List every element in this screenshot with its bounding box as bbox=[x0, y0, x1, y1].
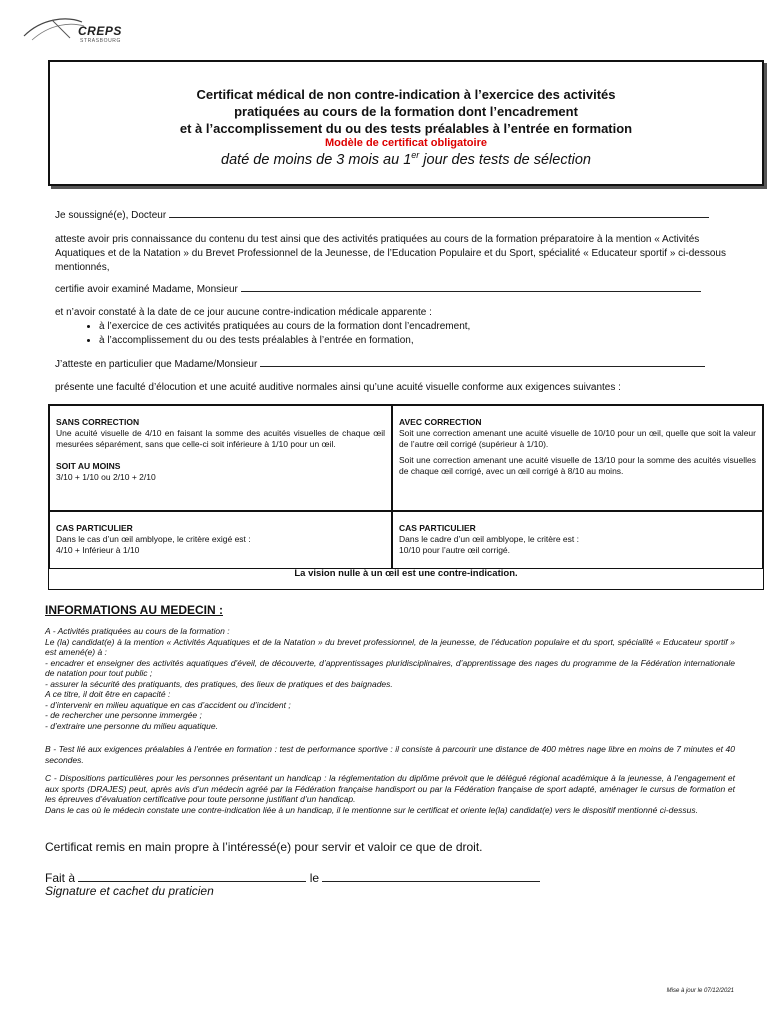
cell-text: Une acuité visuelle de 4/10 en faisant la somme des acuités visuelles de chaque œil mesurées séparément, sans que celle-ci soit inférieure à 1/10 pour un œil. bbox=[56, 428, 385, 449]
cell-text: Dans le cas d’un œil amblyope, le critère exigé est : bbox=[56, 534, 251, 544]
place-field[interactable] bbox=[78, 870, 306, 882]
info-line: A - Activités pratiquées au cours de la formation : bbox=[45, 626, 230, 636]
info-line: C - Dispositions particulières pour les personnes présentant un handicap : la réglementation du diplôme prévoit que le délégué régional académique à la jeunesse, à l’engagement et aux sports (DRAJES) peut, après avis d’un médecin agréé par la Fédération française handisport ou par la Fédération française de sport adapté, aménager le cursus de formation et les épreuves d’évaluation certificative pour toute personne justifiant d’un handicap. bbox=[45, 773, 735, 804]
atteste-paragraph: atteste avoir pris connaissance du contenu du test ainsi que des activités pratiquées au cours de la formation préparatoire à la mention « Activités Aquatiques et de la Natation » du Brevet Professionnel de la Jeunesse, de l’Education Populaire et du Sport, spécialité « Educateur sportif » ci-dessous mentionnés, bbox=[55, 234, 726, 273]
info-line: A ce titre, il doit être en capacité : bbox=[45, 689, 171, 699]
patient-name-field[interactable] bbox=[241, 282, 701, 292]
info-line: - de rechercher une personne immergée ; bbox=[45, 710, 202, 720]
title-line-1: Certificat médical de non contre-indication à l’exercice des activités bbox=[196, 87, 616, 102]
cell-text: Soit une correction amenant une acuité visuelle de 13/10 pour la somme des acuités visuelles de chaque œil corrigé, avec un œil corrigé à 8/10 au moins. bbox=[399, 455, 756, 476]
info-section-a bbox=[45, 626, 735, 731]
list-item: • à l’accomplissement du ou des tests préalables à l’entrée en formation, bbox=[99, 334, 735, 348]
cell-text: Dans le cadre d’un œil amblyope, le critère est : bbox=[399, 534, 579, 544]
signature-label: Signature et cachet du praticien bbox=[45, 884, 214, 898]
cell-text: 3/10 + 1/10 ou 2/10 + 2/10 bbox=[56, 472, 156, 482]
info-line: - encadrer et enseigner des activités aquatiques d’éveil, de découverte, d’apprentissages pluridisciplinaires, d’apprentissage des nages du programme de la Fédération internationale de natation pour tout public ; bbox=[45, 657, 735, 678]
info-heading: INFORMATIONS AU MEDECIN : bbox=[45, 603, 223, 617]
title-line-2: pratiquées au cours de la formation dont l’encadrement bbox=[234, 104, 578, 119]
cell-cas-particulier-1 bbox=[49, 511, 392, 569]
constate-text: et n’avoir constaté à la date de ce jour aucune contre-indication médicale apparente : bbox=[55, 307, 432, 318]
logo-name: CREPS bbox=[78, 24, 122, 38]
cell-text: 4/10 + Inférieur à 1/10 bbox=[56, 545, 140, 555]
logo-subtitle: STRASBOURG bbox=[80, 38, 122, 44]
cell-heading: AVEC CORRECTION bbox=[399, 417, 482, 427]
cell-text: Soit une correction amenant une acuité visuelle de 10/10 pour un œil, quelle que soit la valeur de l’autre œil corrigé (supérieur à 1/10). bbox=[399, 428, 756, 449]
cell-heading: SOIT AU MOINS bbox=[56, 461, 121, 471]
place-date-line bbox=[45, 870, 540, 885]
cell-heading: CAS PARTICULIER bbox=[56, 523, 133, 533]
cell-heading: CAS PARTICULIER bbox=[399, 523, 476, 533]
attest-particular-line bbox=[55, 357, 735, 372]
fait-label: Fait à bbox=[45, 871, 76, 885]
cell-text: 10/10 pour l’autre œil corrigé. bbox=[399, 545, 511, 555]
cell-avec-correction bbox=[392, 405, 763, 511]
date-text: daté de moins de 3 mois au 1 bbox=[221, 151, 412, 168]
cell-cas-particulier-2 bbox=[392, 511, 763, 569]
date-sup: er bbox=[411, 150, 420, 160]
info-line: - assurer la sécurité des pratiquants, des pratiques, des lieux de pratiques et des baignades. bbox=[45, 678, 393, 689]
info-line: Dans le cas où le médecin constate une contre-indication liée à un handicap, il le mentionne sur le certificat et oriente le(la) candidat(e) vers le dispositif mentionné ci-dessus. bbox=[45, 804, 698, 815]
date-field[interactable] bbox=[322, 870, 540, 882]
le-label: le bbox=[309, 871, 320, 885]
update-date: Mise à jour le 07/12/2021 bbox=[666, 988, 734, 994]
doctor-line bbox=[55, 208, 735, 223]
document-title bbox=[48, 86, 764, 137]
attest-name-field[interactable] bbox=[260, 357, 705, 367]
info-line: - d’extraire une personne du milieu aquatique. bbox=[45, 720, 218, 731]
info-line: - d’intervenir en milieu aquatique en cas d’accident ou d’incident ; bbox=[45, 699, 291, 710]
date-requirement bbox=[48, 150, 764, 168]
list-item: • à l’exercice de ces activités pratiquées au cours de la formation dont l’encadrement, bbox=[99, 320, 735, 334]
info-section-b: B - Test lié aux exigences préalables à l’entrée en formation : test de performance sportive : il consiste à parcourir une distance de 400 mètres nage libre en moins de 7 minutes et 40 secondes. bbox=[45, 744, 735, 765]
patient-label: certifie avoir examiné Madame, Monsieur bbox=[55, 284, 238, 295]
patient-line bbox=[55, 282, 735, 297]
cell-sans-correction bbox=[49, 405, 392, 511]
info-line: Le (la) candidat(e) à la mention « Activités Aquatiques et de la Natation » du brevet professionnel, de la jeunesse, de l’éducation populaire et du sport, spécialité « Educateur sportif » est amené(e) à : bbox=[45, 636, 735, 657]
remis-statement: Certificat remis en main propre à l’intéressé(e) pour servir et valoir ce que de droit. bbox=[45, 840, 483, 854]
doctor-label: Je soussigné(e), Docteur bbox=[55, 210, 167, 221]
title-line-3: et à l’accomplissement du ou des tests préalables à l’entrée en formation bbox=[179, 121, 633, 136]
cell-heading: SANS CORRECTION bbox=[56, 417, 140, 427]
vision-requirements-table bbox=[48, 404, 764, 590]
date-text-end: jour des tests de sélection bbox=[419, 151, 591, 168]
presente-text: présente une faculté d’élocution et une acuité auditive normales ainsi qu’une acuité visuelle conforme aux exigences suivantes : bbox=[55, 382, 621, 393]
doctor-name-field[interactable] bbox=[169, 208, 709, 218]
constate-block bbox=[55, 306, 735, 348]
attest-label: J’atteste en particulier que Madame/Monsieur bbox=[55, 359, 258, 370]
vision-footer: La vision nulle à un œil est une contre-indication. bbox=[294, 568, 518, 579]
bullet-list bbox=[55, 320, 735, 348]
info-section-c bbox=[45, 773, 735, 815]
mandatory-model-label: Modèle de certificat obligatoire bbox=[325, 137, 487, 149]
